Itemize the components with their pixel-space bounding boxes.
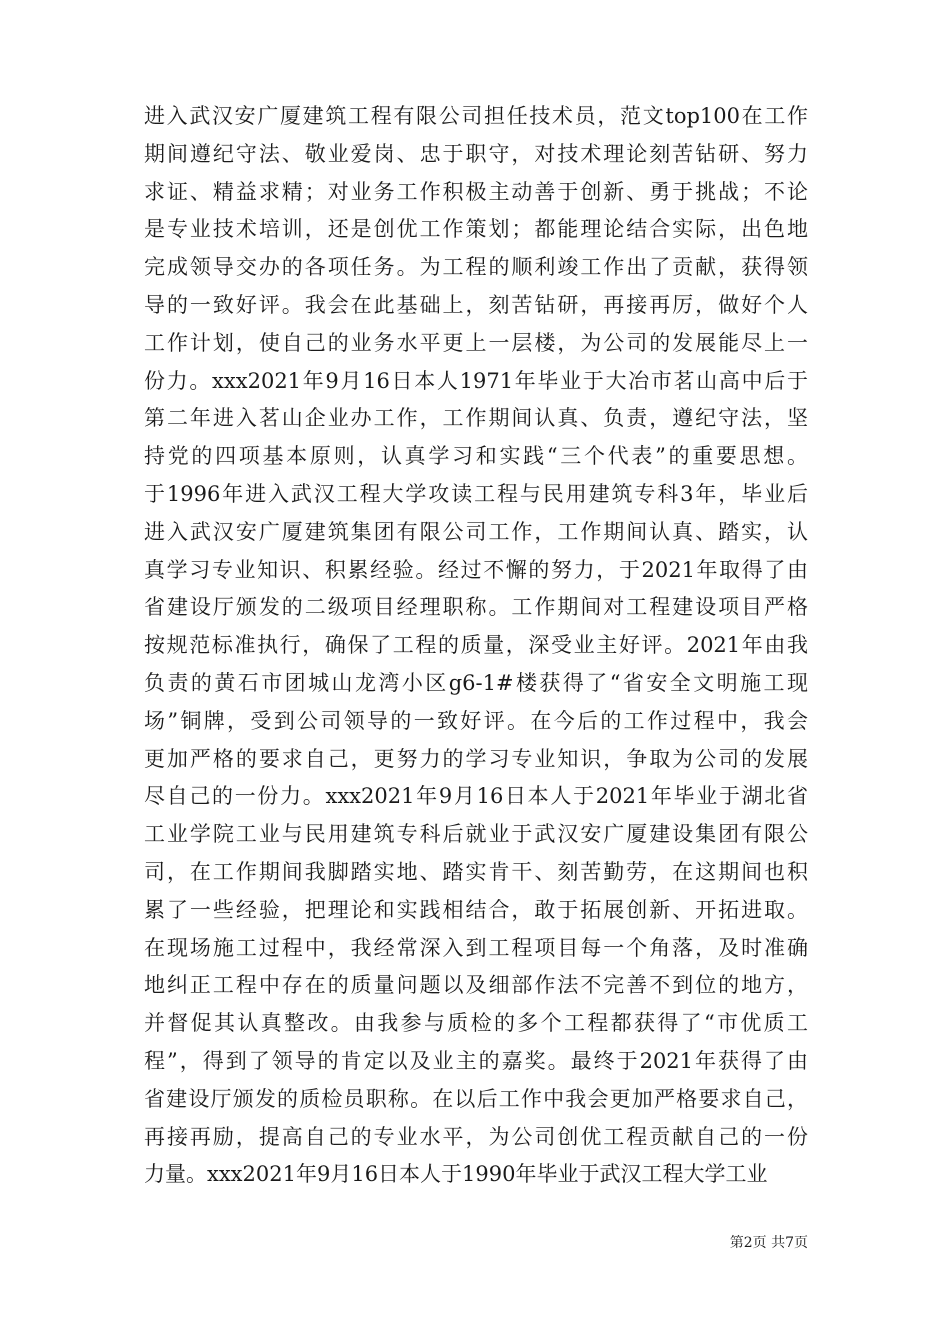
text-line-27: 省建设厅颁发的质检员职称。在以后工作中我会更加严格要求自己， (144, 1086, 808, 1111)
text-line-9: 第二年进入茗山企业办工作，工作期间认真、负责，遵纪守法，坚 (144, 406, 808, 431)
text-line-2: 期间遵纪守法、敬业爱岗、忠于职守，对技术理论刻苦钻研、努力 (144, 141, 808, 166)
text-line-5: 完成领导交办的各项任务。为工程的顺利竣工作出了贡献，获得领 (144, 255, 808, 280)
text-line-28: 再接再励，提高自己的专业水平，为公司创优工程贡献自己的一份 (144, 1124, 808, 1149)
text-line-3: 求证、精益求精；对业务工作积极主动善于创新、勇于挑战；不论 (144, 179, 808, 204)
text-line-7: 工作计划，使自己的业务水平更上一层楼，为公司的发展能尽上一 (144, 330, 808, 355)
text-line-15: 按规范标准执行，确保了工程的质量，深受业主好评。2021年由我 (144, 633, 808, 658)
text-line-10: 持党的四项基本原则，认真学习和实践“三个代表”的重要思想。 (144, 444, 808, 469)
text-line-21: 司，在工作期间我脚踏实地、踏实肯干、刻苦勤劳，在这期间也积 (144, 859, 808, 884)
text-line-19: 尽自己的一份力。xxx2021年9月16日本人于2021年毕业于湖北省 (144, 784, 808, 809)
text-line-22: 累了一些经验，把理论和实践相结合，敢于拓展创新、开拓进取。 (144, 897, 808, 922)
text-line-12: 进入武汉安广厦建筑集团有限公司工作，工作期间认真、踏实，认 (144, 519, 808, 544)
page-number-footer: 第2页 共7页 (729, 1235, 808, 1251)
text-line-24: 地纠正工程中存在的质量问题以及细部作法不完善不到位的地方， (144, 973, 808, 998)
text-line-1: 进入武汉安广厦建筑工程有限公司担任技术员，范文top100在工作 (144, 104, 808, 128)
text-line-16: 负责的黄石市团城山龙湾小区g6-1#楼获得了“省安全文明施工现 (144, 670, 808, 695)
text-line-6: 导的一致好评。我会在此基础上，刻苦钻研，再接再厉，做好个人 (144, 292, 808, 317)
text-line-25: 并督促其认真整改。由我参与质检的多个工程都获得了“市优质工 (144, 1011, 808, 1036)
text-line-17: 场”铜牌，受到公司领导的一致好评。在今后的工作过程中，我会 (144, 708, 808, 733)
text-line-26: 程”，得到了领导的肯定以及业主的嘉奖。最终于2021年获得了由 (144, 1048, 808, 1073)
body-text (144, 98, 808, 1194)
text-line-14: 省建设厅颁发的二级项目经理职称。工作期间对工程建设项目严格 (144, 595, 808, 620)
text-line-13: 真学习专业知识、积累经验。经过不懈的努力，于2021年取得了由 (144, 557, 808, 582)
text-line-23: 在现场施工过程中，我经常深入到工程项目每一个角落，及时准确 (144, 935, 808, 960)
text-line-11: 于1996年进入武汉工程大学攻读工程与民用建筑专科3年，毕业后 (144, 481, 808, 506)
text-line-20: 工业学院工业与民用建筑专科后就业于武汉安广厦建设集团有限公 (144, 822, 808, 847)
text-line-18: 更加严格的要求自己，更努力的学习专业知识，争取为公司的发展 (144, 746, 808, 771)
text-line-4: 是专业技术培训，还是创优工作策划；都能理论结合实际，出色地 (144, 217, 808, 242)
text-line-8: 份力。xxx2021年9月16日本人1971年毕业于大冶市茗山高中后于 (144, 368, 808, 393)
text-line-29: 力量。xxx2021年9月16日本人于1990年毕业于武汉工程大学工业 (144, 1162, 768, 1187)
